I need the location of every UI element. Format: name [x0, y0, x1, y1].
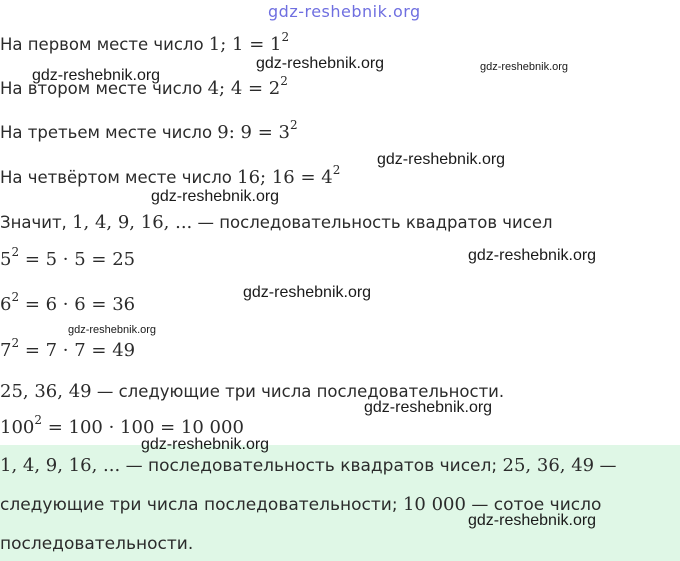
- answer-line-1: 1, 4, 9, 16, ... — последовательность квадратов чисел; 25, 36, 49 —: [0, 455, 617, 476]
- math-expression: 16; $16 = 4^2$: [237, 163, 341, 188]
- line-seven-squared: $7^2 = 7 \cdot 7 = 49$: [0, 336, 136, 361]
- answer-block: [0, 445, 680, 561]
- math-expression: 4; $4 = 2^2$: [207, 74, 288, 99]
- line-first-place: На первом месте число 1; $1 = 1^2$: [0, 30, 290, 55]
- watermark: gdz-reshebnik.org: [364, 399, 493, 416]
- math-expression: 9: $9 = 3^2$: [217, 118, 298, 143]
- watermark: gdz-reshebnik.org: [32, 67, 161, 84]
- answer-line-2: следующие три числа последовательности; 10 000 — сотое число: [0, 494, 602, 515]
- line-second-place: На втором месте число 4; $4 = 2^2$: [0, 74, 288, 99]
- line-fourth-place: На четвёртом месте число 16; $16 = 4^2$: [0, 163, 341, 188]
- watermark: gdz-reshebnik.org: [377, 151, 506, 168]
- watermark: gdz-reshebnik.org: [256, 55, 385, 72]
- watermark: gdz-reshebnik.org: [468, 247, 597, 264]
- watermark: gdz-reshebnik.org: [68, 324, 157, 336]
- line-five-squared: $5^2 = 5 \cdot 5 = 25$: [0, 245, 136, 270]
- line-third-place: На третьем месте число 9: $9 = 3^2$: [0, 118, 298, 143]
- line-six-squared: $6^2 = 6 \cdot 6 = 36$: [0, 290, 136, 315]
- watermark: gdz-reshebnik.org: [468, 512, 597, 529]
- watermark: gdz-reshebnik.org: [151, 188, 280, 205]
- answer-line-3: последовательности.: [0, 534, 194, 554]
- watermark: gdz-reshebnik.org: [243, 284, 372, 301]
- watermark-top: gdz-reshebnik.org: [268, 2, 421, 21]
- line-next-three: 25, 36, 49 — следующие три числа последовательности.: [0, 381, 505, 402]
- math-expression: 1; $1 = 1^2$: [208, 30, 290, 55]
- watermark: gdz-reshebnik.org: [480, 61, 569, 73]
- line-hundred-squared: $100^2 = 100 \cdot 100 = 10$ 000: [0, 413, 244, 438]
- watermark: gdz-reshebnik.org: [141, 436, 270, 453]
- line-conclusion: Значит, 1, 4, 9, 16, ... — последовательность квадратов чисел: [0, 212, 553, 233]
